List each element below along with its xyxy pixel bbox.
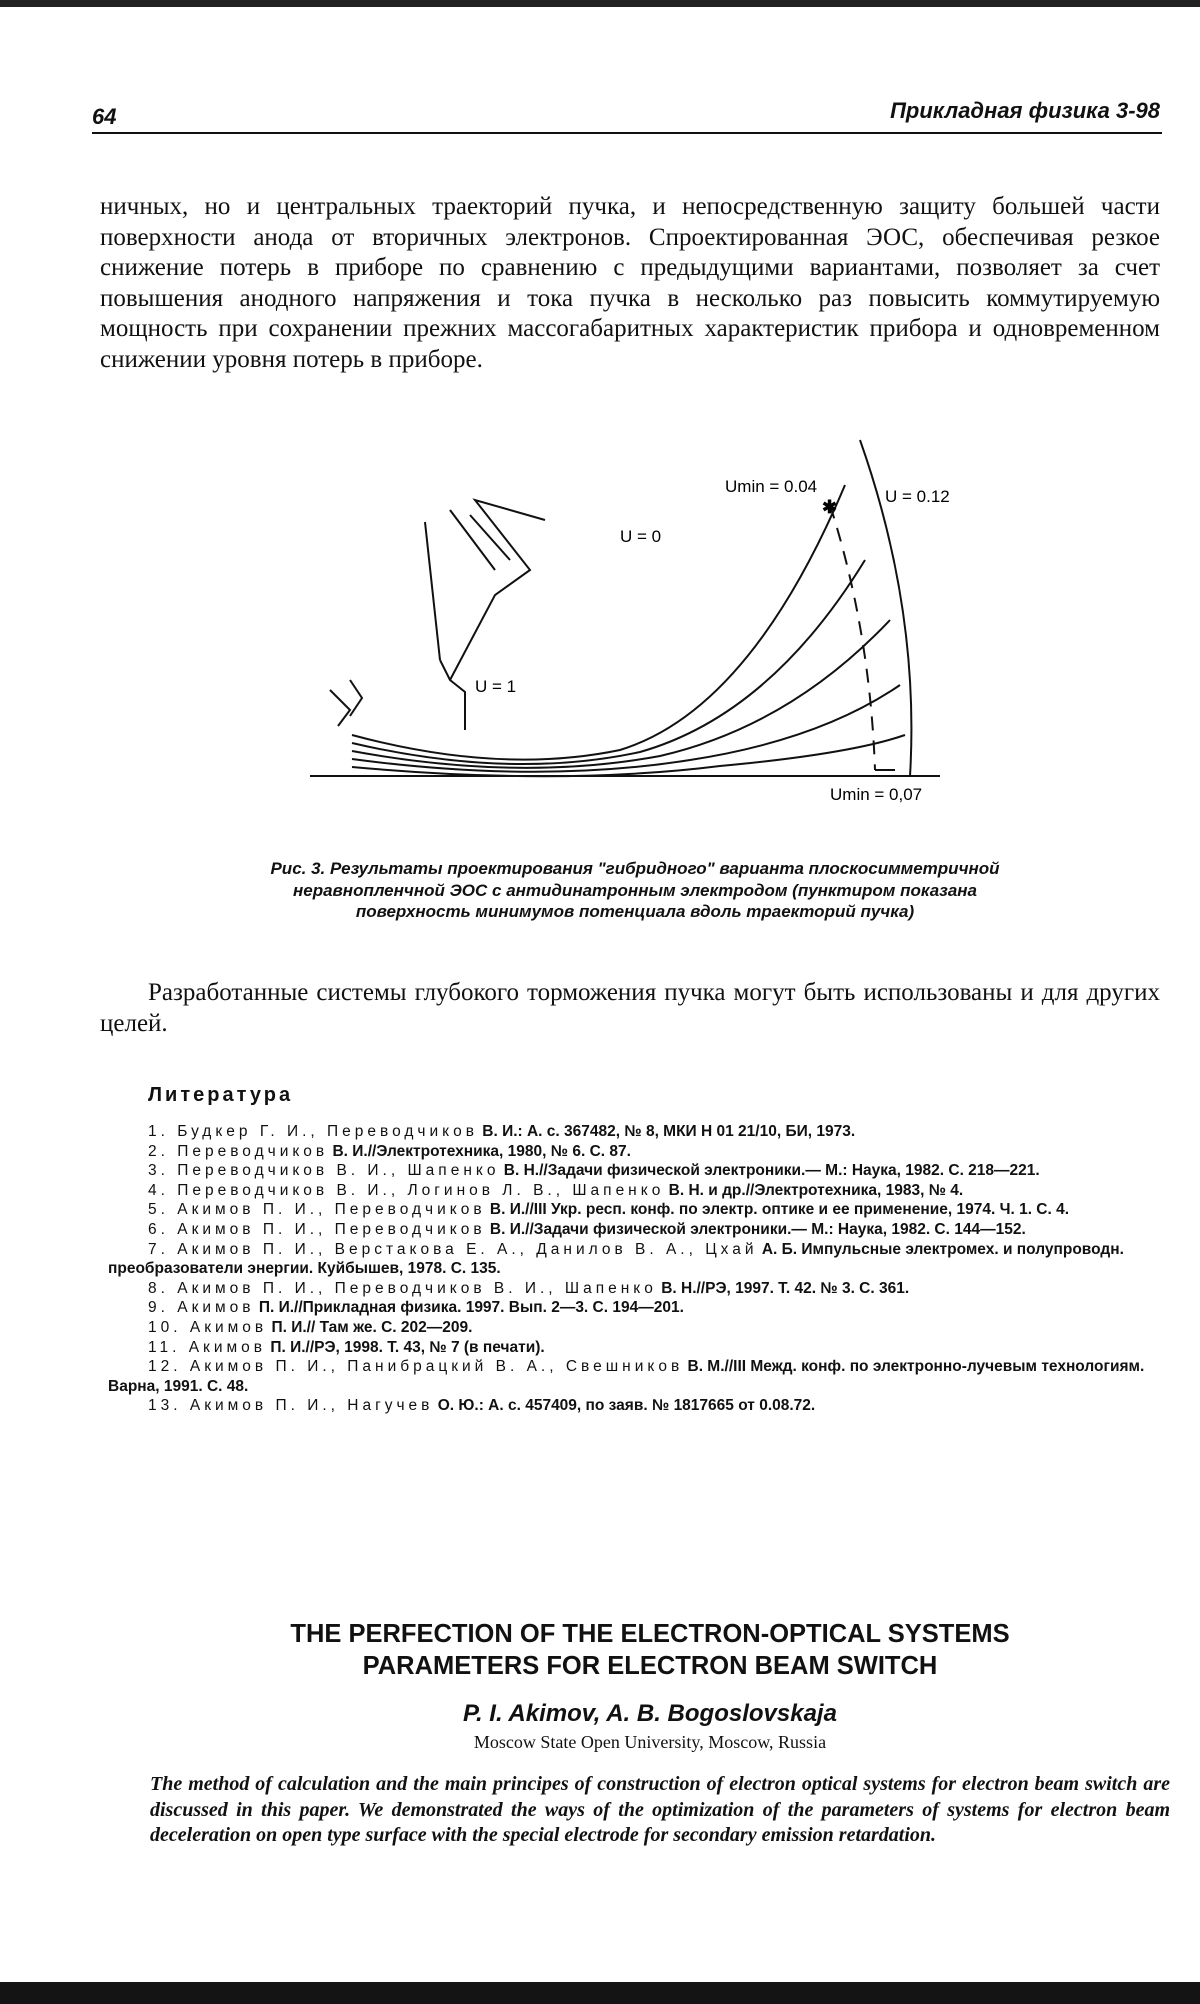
trajectory-5	[352, 735, 905, 776]
reference-item: 6. Акимов П. И., Переводчиков В. И.//Задачи физической электроники.— М.: Наука, 1982. С. 144—152.	[148, 1220, 1026, 1238]
english-authors: P. I. Akimov, A. B. Bogoslovskaja	[463, 1700, 837, 1727]
references-list	[108, 1122, 1168, 1416]
min-potential-dashed	[830, 505, 875, 770]
reference-item: 13. Акимов П. И., Нагучев О. Ю.: А. с. 457409, по заяв. № 1817665 от 0.08.72.	[148, 1397, 816, 1415]
reference-item: 8. Акимов П. И., Переводчиков В. И., Шапенко В. Н.//РЭ, 1997. Т. 42. № 3. С. 361.	[148, 1279, 910, 1297]
english-title-line-2: PARAMETERS FOR ELECTRON BEAM SWITCH	[362, 1652, 938, 1680]
top-scan-band	[0, 0, 1200, 7]
figure-3	[300, 430, 1000, 810]
label-u0: U = 0	[620, 527, 662, 546]
english-title	[150, 1618, 1150, 1682]
english-title-line-1: THE PERFECTION OF THE ELECTRON-OPTICAL SYSTEMS	[290, 1620, 1010, 1648]
star-marker: ✱	[822, 497, 838, 517]
trajectory-3	[352, 620, 890, 768]
english-abstract: The method of calculation and the main principes of construction of electron optical systems for electron beam switch are discussed in this paper. We demonstrated the ways of the optimization of the parameters of systems for electron beam deceleration on open type surface with the special electrode for secondary emission retardation.	[150, 1773, 1170, 1846]
electrode-left	[330, 680, 362, 726]
reference-item: 3. Переводчиков В. И., Шапенко В. Н.//Задачи физической электроники.— М.: Наука, 1982. С. 218—221.	[148, 1162, 1040, 1180]
label-u012: U = 0.12	[885, 487, 950, 506]
body-paragraph-2: Разработанные системы глубокого торможения пучка могут быть использованы и для других целей.	[100, 979, 1160, 1037]
reference-item: 12. Акимов П. И., Панибрацкий В. А., Свешников В. М.//III Межд. конф. по электронно-лучевым технологиям. Варна, 1991. С. 48.	[108, 1358, 1145, 1395]
reference-item: 7. Акимов П. И., Верстакова Е. А., Данилов В. А., Цхай А. Б. Импульсные электромех. и полупроводн. преобразователи энергии. Куйбышев, 1978. С. 135.	[108, 1240, 1124, 1278]
trajectory-2	[352, 560, 865, 764]
reference-item: 5. Акимов П. И., Переводчиков В. И.//III Укр. респ. конф. по электр. оптике и ее применение, 1974. Ч. 1. С. 4.	[148, 1201, 1070, 1219]
label-u1: U = 1	[475, 677, 517, 696]
reference-item: 2. Переводчиков В. И.//Электротехника, 1980, № 6. С. 87.	[148, 1142, 631, 1160]
reference-item: 11. Акимов П. И.//РЭ, 1998. Т. 43, № 7 (в печати).	[148, 1338, 545, 1356]
references-heading: Литература	[148, 1084, 294, 1106]
electrode-u1-outer	[425, 522, 440, 660]
electrode-u0	[450, 500, 545, 680]
electrode-u1	[440, 660, 465, 730]
bottom-scan-band	[0, 1982, 1200, 2004]
figure-caption: Рис. 3. Результаты проектирования "гибридного" варианта плоскосимметричной неравнопленчной ЭОС с антидинатронным электродом (пунктиром показана поверхность минимумов потенциала вдоль траекторий пучка)	[270, 859, 1000, 921]
header-rule	[92, 132, 1162, 134]
label-umin007: Umin = 0,07	[830, 785, 923, 804]
reference-item: 10. Акимов П. И.// Там же. С. 202—209.	[148, 1318, 473, 1336]
reference-item: 4. Переводчиков В. И., Логинов Л. В., Шапенко В. Н. и др.//Электротехника, 1983, № 4.	[148, 1181, 964, 1199]
body-paragraph-1: ничных, но и центральных траекторий пучка, и непосредственную защиту большей части поверхности анода от вторичных электронов. Спроектированная ЭОС, обеспечивая резкое снижение потерь в приборе по сравнению с предыдущими вариантами, позволяет за счет повышения анодного напряжения и тока пучка в несколько раз повысить коммутируемую мощность при сохранении прежних массогабаритных характеристик прибора и одновременном снижении уровня потерь в приборе.	[100, 193, 1160, 373]
label-umin004: Umin = 0.04	[725, 477, 818, 496]
reference-item: 1. Будкер Г. И., Переводчиков В. И.: А. с. 367482, № 8, МКИ Н 01 21/10, БИ, 1973.	[148, 1123, 856, 1140]
journal-title: Прикладная физика 3-98	[890, 98, 1160, 123]
reference-item: 9. Акимов П. И.//Прикладная физика. 1997. Вып. 2—3. С. 194—201.	[148, 1299, 684, 1317]
english-affiliation: Moscow State Open University, Moscow, Russia	[473, 1732, 827, 1752]
page-number: 64	[92, 104, 117, 129]
